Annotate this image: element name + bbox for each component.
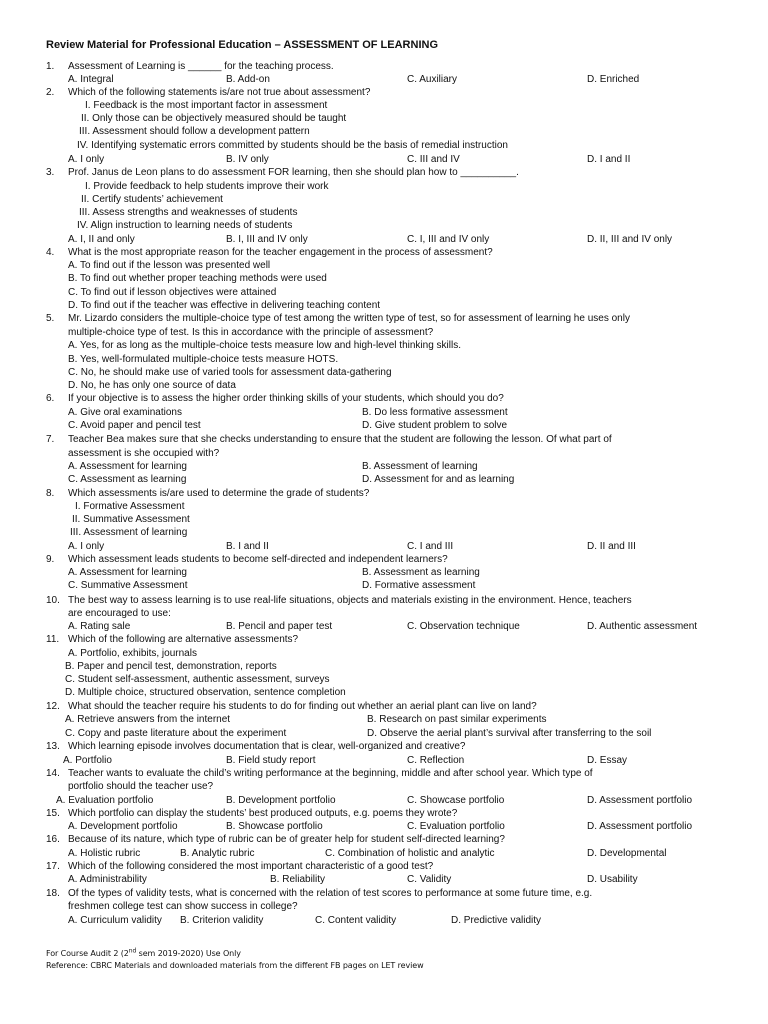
answer-option: B. Field study report [226,755,316,766]
answer-option: C. III and IV [407,154,460,165]
answer-option: A. Integral [68,74,114,85]
page-title: Review Material for Professional Education – ASSESSMENT OF LEARNING [46,39,439,51]
question-number: 7. [46,434,55,445]
answer-option: A. Rating sale [68,621,131,632]
question-text: The best way to assess learning is to use real-life situations, objects and materials existing in the environment. Hence, teachers [68,595,632,606]
question-number: 18. [46,888,60,899]
answer-option: D. II and III [587,541,636,552]
question-text: What is the most appropriate reason for the teacher engagement in the process of assessment? [68,247,493,258]
question-text: freshmen college test can show success in college? [68,901,298,912]
question-text: What should the teacher require his students to do for finding out whether an aerial plant can live on land? [68,701,537,712]
answer-option: B. Reliability [270,874,326,885]
question-number: 13. [46,741,60,752]
answer-option: C. Assessment as learning [68,474,187,485]
question-number: 10. [46,595,60,606]
question-text: Prof. Janus de Leon plans to do assessment FOR learning, then she should plan how to __________. [68,167,519,178]
answer-option: A. Development portfolio [68,821,178,832]
answer-option: A. Administrability [68,874,147,885]
answer-option: B. Add-on [226,74,270,85]
question-number: 5. [46,313,55,324]
answer-option: C. Combination of holistic and analytic [325,848,495,859]
question-number: 2. [46,87,55,98]
question-number: 14. [46,768,60,779]
statement-item: II. Summative Assessment [72,514,190,525]
question-text: portfolio should the teacher use? [68,781,214,792]
question-number: 17. [46,861,60,872]
answer-option: C. Avoid paper and pencil test [68,420,201,431]
statement-item: III. Assessment should follow a development pattern [79,126,310,137]
question-number: 11. [46,634,60,645]
question-text: Which of the following are alternative assessments? [68,634,299,645]
answer-option: D. I and II [587,154,631,165]
answer-option: A. Evaluation portfolio [56,795,154,806]
footer-course-note [46,949,241,958]
question-text: Which of the following statements is/are not true about assessment? [68,87,371,98]
answer-option: A. To find out if the lesson was presented well [68,260,271,271]
answer-option: D. Essay [587,755,628,766]
answer-option: B. Assessment as learning [362,567,480,578]
answer-option: A. I, II and only [68,234,135,245]
question-text: Because of its nature, which type of rubric can be of greater help for student self-directed learning? [68,834,505,845]
answer-option: B. Showcase portfolio [226,821,323,832]
answer-option: A. Assessment for learning [68,567,187,578]
answer-option: D. Multiple choice, structured observation, sentence completion [65,687,346,698]
answer-option: C. Evaluation portfolio [407,821,505,832]
question-number: 15. [46,808,60,819]
statement-item: I. Feedback is the most important factor in assessment [85,100,328,111]
question-text: Mr. Lizardo considers the multiple-choice type of test among the written type of test, so for assessment of learning he uses only [68,313,630,324]
footer-course-text-1: For Course Audit 2 (2 [46,949,129,958]
question-text: Which assessments is/are used to determine the grade of students? [68,488,370,499]
footer-reference: Reference: CBRC Materials and downloaded materials from the different FB pages on LET review [46,961,424,970]
question-text: Which assessment leads students to become self-directed and independent learners? [68,554,448,565]
answer-option: B. Analytic rubric [180,848,255,859]
answer-option: B. I and II [226,541,269,552]
answer-option: A. I only [68,154,105,165]
answer-option: A. Portfolio [63,755,112,766]
question-number: 3. [46,167,55,178]
statement-item: III. Assess strengths and weaknesses of students [79,207,298,218]
question-number: 9. [46,554,55,565]
answer-option: B. Do less formative assessment [362,407,508,418]
answer-option: A. Retrieve answers from the internet [65,714,231,725]
question-text: Assessment of Learning is ______ for the teaching process. [68,61,334,72]
answer-option: C. Observation technique [407,621,520,632]
answer-option: B. Criterion validity [180,915,264,926]
answer-option: B. Paper and pencil test, demonstration, reports [65,661,277,672]
answer-option: B. Development portfolio [226,795,336,806]
answer-option: D. Assessment for and as learning [362,474,515,485]
question-number: 6. [46,393,55,404]
answer-option: A. Yes, for as long as the multiple-choice tests measure low and high-level thinking skills. [68,340,461,351]
question-text: Which portfolio can display the students’ best produced outputs, e.g. poems they wrote? [68,808,458,819]
question-number: 8. [46,488,55,499]
answer-option: C. Reflection [407,755,465,766]
answer-option: C. Validity [407,874,452,885]
answer-option: C. No, he should make use of varied tools for assessment data-gathering [68,367,392,378]
question-text: Teacher Bea makes sure that she checks understanding to ensure that the student are following the lesson. Of what part of [68,434,612,445]
question-text: multiple-choice type of test. Is this in accordance with the principle of assessment? [68,327,434,338]
answer-option: B. Research on past similar experiments [367,714,547,725]
answer-option: A. Portfolio, exhibits, journals [68,648,197,659]
answer-option: D. Give student problem to solve [362,420,508,431]
answer-option: C. I and III [407,541,454,552]
answer-option: B. Assessment of learning [362,461,478,472]
question-text: Which of the following considered the most important characteristic of a good test? [68,861,434,872]
answer-option: C. Student self-assessment, authentic assessment, surveys [65,674,330,685]
answer-option: D. Usability [587,874,638,885]
answer-option: A. I only [68,541,105,552]
answer-option: B. I, III and IV only [226,234,308,245]
answer-option: A. Assessment for learning [68,461,187,472]
answer-option: D. Formative assessment [362,580,476,591]
statement-item: II. Certify students’ achievement [81,194,223,205]
question-text: Of the types of validity tests, what is concerned with the relation of test scores to performance at some future time, e.g. [68,888,593,899]
statement-item: I. Formative Assessment [75,501,185,512]
question-text: Teacher wants to evaluate the child’s writing performance at the beginning, middle and after school year. Which type of [68,768,593,779]
answer-option: C. Content validity [315,915,397,926]
answer-option: B. To find out whether proper teaching methods were used [68,273,327,284]
answer-option: D. Predictive validity [451,915,542,926]
statement-item: IV. Align instruction to learning needs of students [77,220,293,231]
answer-option: D. No, he has only one source of data [68,380,236,391]
answer-option: D. Enriched [587,74,640,85]
statement-item: IV. Identifying systematic errors committed by students should be the basis of remedial instruction [77,140,508,151]
question-text: Which learning episode involves documentation that is clear, well-organized and creative? [68,741,466,752]
answer-option: C. Summative Assessment [68,580,188,591]
answer-option: D. Developmental [587,848,667,859]
question-text: assessment is she occupied with? [68,448,220,459]
question-number: 16. [46,834,60,845]
footer-course-text-2: sem 2019-2020) Use Only [136,949,241,958]
answer-option: D. Assessment portfolio [587,821,693,832]
answer-option: D. Assessment portfolio [587,795,693,806]
answer-option: D. II, III and IV only [587,234,673,245]
answer-option: A. Give oral examinations [68,407,182,418]
answer-option: B. Pencil and paper test [226,621,333,632]
question-text: If your objective is to assess the higher order thinking skills of your students, which should you do? [68,393,504,404]
answer-option: B. Yes, well-formulated multiple-choice tests measure HOTS. [68,354,339,365]
footer-course-sup: nd [128,947,137,955]
answer-option: C. Auxiliary [407,74,458,85]
question-number: 4. [46,247,55,258]
question-text: are encouraged to use: [68,608,171,619]
answer-option: B. IV only [226,154,269,165]
answer-option: C. Copy and paste literature about the experiment [65,728,287,739]
answer-option: A. Curriculum validity [68,915,162,926]
answer-option: D. Observe the aerial plant’s survival after transferring to the soil [367,728,652,739]
answer-option: C. Showcase portfolio [407,795,505,806]
statement-item: II. Only those can be objectively measured should be taught [81,113,347,124]
answer-option: C. To find out if lesson objectives were attained [68,287,277,298]
answer-option: D. To find out if the teacher was effective in delivering teaching content [68,300,381,311]
question-number: 1. [46,61,55,72]
answer-option: D. Authentic assessment [587,621,698,632]
statement-item: III. Assessment of learning [70,527,188,538]
question-number: 12. [46,701,60,712]
answer-option: A. Holistic rubric [68,848,141,859]
answer-option: C. I, III and IV only [407,234,490,245]
statement-item: I. Provide feedback to help students improve their work [85,181,329,192]
